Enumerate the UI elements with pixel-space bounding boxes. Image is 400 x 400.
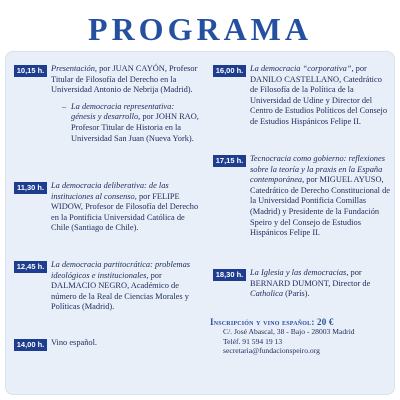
entry-details: , por JUAN CAYÓN, Profesor Titular de Filosofía del Derecho en la Universidad Antonio de Nebrija (Madrid).	[51, 64, 198, 95]
entry-text	[51, 181, 199, 234]
program-entry	[14, 64, 199, 144]
program-entry	[213, 268, 391, 300]
time-badge: 16,00 h.	[213, 65, 246, 77]
time-badge: 18,30 h.	[213, 269, 246, 281]
program-entry	[213, 64, 391, 128]
entry-text	[51, 338, 199, 349]
time-badge: 12,45 h.	[14, 261, 47, 273]
entry-title: La Iglesia y las democracias	[250, 268, 347, 277]
entry-title: Tecnocracia como gobierno: reflexiones sobre la teoría y la praxis en la España contemporánea	[250, 154, 385, 185]
time-badge: 10,15 h.	[14, 65, 47, 77]
entry-text	[250, 268, 391, 300]
entry-title: La democracia “corporativa”	[250, 64, 352, 73]
entry-details: , por FELIPE WIDOW, Profesor de Filosofía del Derecho en la Pontificia Universidad Católica de Chile (Santiago de Chile).	[51, 191, 199, 233]
entry-title: La democracia deliberativa: de las instituciones al consenso	[51, 181, 169, 201]
inscription-email: secretaria@fundacionspeiro.org	[223, 346, 320, 356]
inscription-heading: Inscripción y vino español: 20 €	[210, 317, 334, 327]
time-badge: 17,15 h.	[213, 155, 246, 167]
sub-entry	[62, 102, 199, 144]
entry-text	[250, 64, 391, 128]
entry-title: Presentación	[51, 64, 95, 73]
inscription-phone: Teléf. 91 594 19 13	[223, 336, 283, 346]
entry-details: , por DALMACIO NEGRO, Académico de número de la Real de Ciencias Morales y Políticas (Madrid).	[51, 270, 189, 312]
program-entry	[14, 338, 199, 349]
entry-details: Vino español.	[51, 338, 98, 347]
entry-title: La democracia partitocrática: problemas ideológicos e institucionales	[51, 260, 191, 280]
entry-text	[250, 154, 391, 239]
sub-entry-title: La democracia representativa: génesis y desarrollo	[71, 101, 175, 122]
program-entry	[14, 181, 199, 234]
inscription-address: C/. José Abascal, 38 - Bajo - 28003 Madrid	[223, 327, 355, 336]
program-entry	[213, 154, 391, 239]
program-entry	[14, 260, 199, 313]
time-badge: 11,30 h.	[14, 182, 47, 194]
dash-bullet: –	[62, 101, 67, 111]
page-title: PROGRAMA	[88, 11, 312, 47]
entry-text	[51, 64, 199, 96]
entry-details: , por MIGUEL AYUSO, Catedrático de Derecho Constitucional de la Universidad Pontificia Comillas (Madrid) y Presidente de la Fundación Speiro y del Consejo de Estudios Hispánicos Felipe II.	[250, 175, 390, 238]
inscription-box	[210, 317, 390, 356]
time-badge: 14,00 h.	[14, 339, 47, 351]
sub-entry-details: , por JOHN RAO, Profesor Titular de Historia en la Universidad San Juan (Nueva York).	[71, 112, 199, 143]
entry-details-suffix: (París).	[283, 289, 310, 299]
entry-details: , por BERNARD DUMONT, Director de	[250, 268, 371, 288]
entry-text	[51, 260, 199, 313]
entry-details: , por DANILO CASTELLANO, Catedrático de Filosofía de la Política de la Universidad de Udine y Director del Centro de Estudios Políticos del Consejo de Estudios Hispánicos Felipe II.	[250, 64, 388, 126]
entry-details-italic: Catholica	[250, 289, 284, 299]
